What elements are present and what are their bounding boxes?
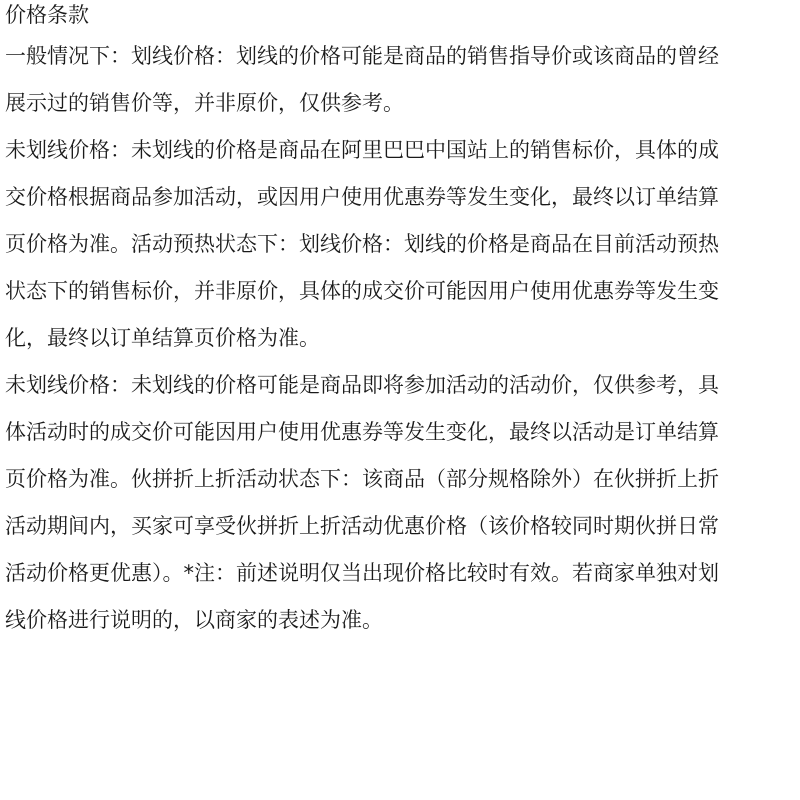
text-line: 活动期间内，买家可享受伙拼折上折活动优惠价格（该价格较同时期伙拼日常 bbox=[5, 514, 719, 538]
text-line: 一般情况下：划线价格：划线的价格可能是商品的销售指导价或该商品的曾经 bbox=[5, 44, 719, 68]
text-line: 状态下的销售标价，并非原价，具体的成交价可能因用户使用优惠券等发生变 bbox=[5, 279, 719, 303]
text-line: 线价格进行说明的，以商家的表述为准。 bbox=[5, 608, 383, 632]
text-line: 活动价格更优惠）。*注：前述说明仅当出现价格比较时有效。若商家单独对划 bbox=[5, 561, 719, 585]
text-line: 页价格为准。活动预热状态下：划线价格：划线的价格是商品在目前活动预热 bbox=[5, 232, 719, 256]
document-title: 价格条款 bbox=[5, 3, 89, 27]
text-line: 未划线价格：未划线的价格是商品在阿里巴巴中国站上的销售标价，具体的成 bbox=[5, 138, 719, 162]
text-line: 页价格为准。伙拼折上折活动状态下：该商品（部分规格除外）在伙拼折上折 bbox=[5, 467, 719, 491]
text-line: 化，最终以订单结算页价格为准。 bbox=[5, 326, 320, 350]
text-line: 未划线价格：未划线的价格可能是商品即将参加活动的活动价，仅供参考，具 bbox=[5, 373, 719, 397]
text-line: 交价格根据商品参加活动，或因用户使用优惠券等发生变化，最终以订单结算 bbox=[5, 185, 719, 209]
text-line: 体活动时的成交价可能因用户使用优惠券等发生变化，最终以活动是订单结算 bbox=[5, 420, 719, 444]
text-line: 展示过的销售价等，并非原价，仅供参考。 bbox=[5, 91, 404, 115]
price-terms-document bbox=[5, 0, 797, 644]
